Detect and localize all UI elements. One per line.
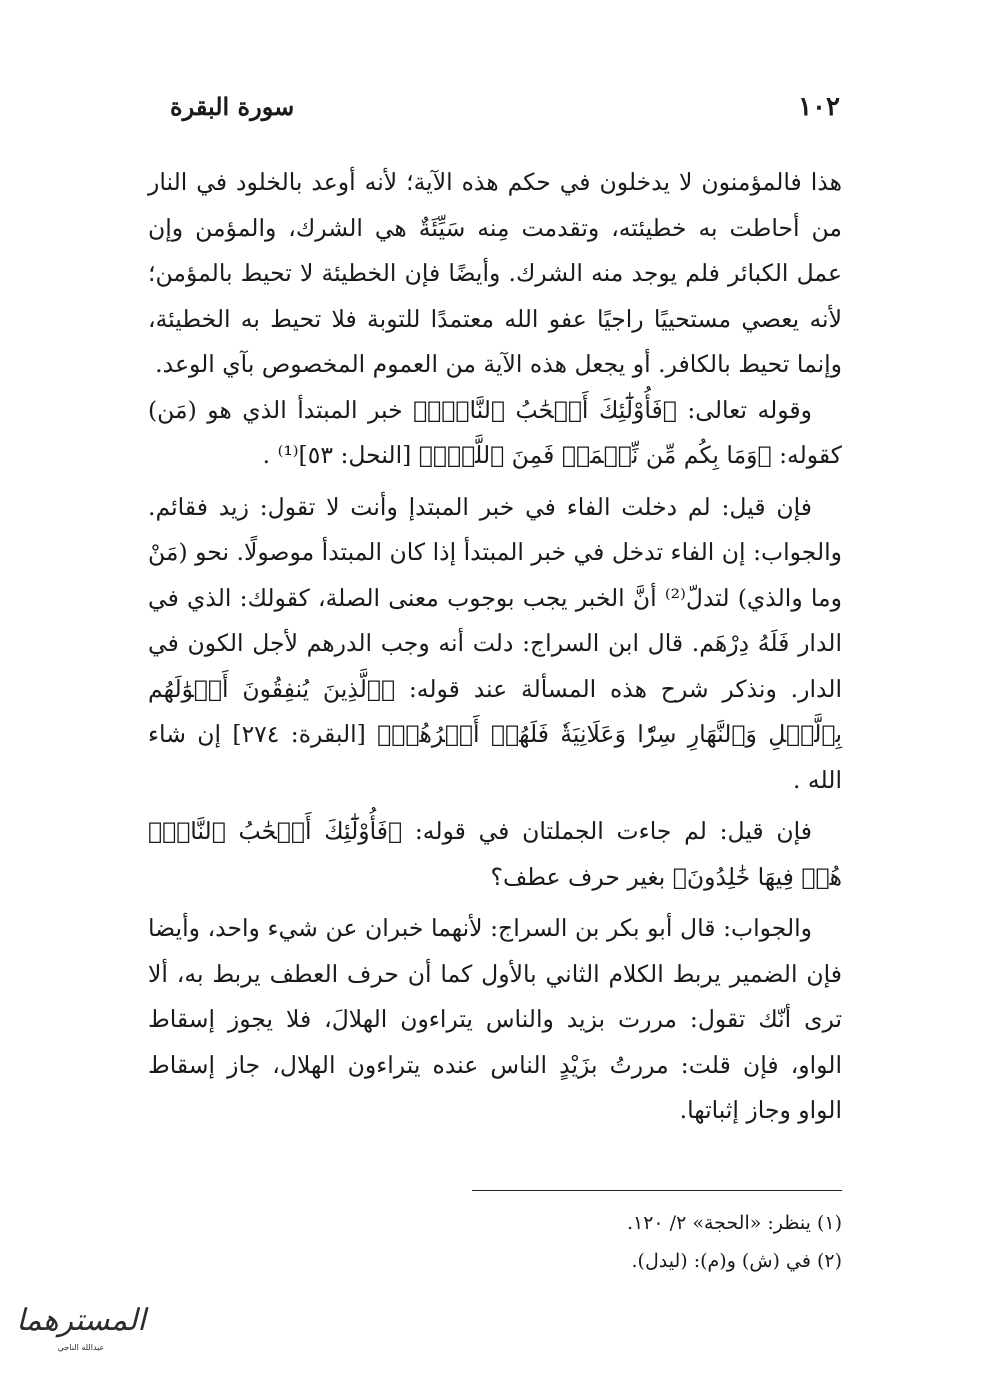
running-title: سورة البقرة bbox=[170, 92, 295, 121]
main-text bbox=[148, 160, 842, 1134]
paragraph: وقوله تعالى: ﴿فَأُوْلَٰٓئِكَ أَصۡحَٰبُ ٱلنَّارِۖ﴾ خبر المبتدأ الذي هو (مَن) كقوله: ﴿وَمَا بِكُم مِّن نِّعۡمَةٖ فَمِنَ ٱللَّهِۖ﴾ [النحل: ٥٣]⁽¹⁾ . bbox=[148, 395, 842, 469]
paragraph: هذا فالمؤمنون لا يدخلون في حكم هذه الآية؛ لأنه أوعد بالخلود في النار من أحاطت به خطيئته، وتقدمت مِنه سَيِّئَةٌ هي الشرك، والمؤمن وإن عمل الكبائر فلم يوجد منه الشرك. وأيضًا فإن الخطيئة لا تحيط بالمؤمن؛ لأنه يعصي مستحييًا راجيًا عفو الله معتمدًا للتوبة فلا تحيط به الخطيئة، وإنما تحيط بالكافر. أو يجعل هذه الآية من العموم المخصوص بآي الوعد. bbox=[148, 168, 842, 378]
stamp-logo-subtext: عبدالله الناجي bbox=[57, 1343, 105, 1352]
paragraph: والجواب: قال أبو بكر بن السراج: لأنهما خبران عن شيء واحد، وأيضا فإن الضمير يربط الكلام الثاني بالأول كما أن حرف العطف يربط به، ألا ترى أنّك تقول: مررت بزيد والناس يتراءون الهلالَ، فلا يجوز إسقاط الواو، فإن قلت: مررتُ بزَيْدٍ الناس عنده يتراءون الهلال، جاز إسقاط الواو وجاز إثباتها. bbox=[148, 914, 842, 1124]
paragraph: فإن قيل: لم جاءت الجملتان في قوله: ﴿فَأُوْلَٰٓئِكَ أَصۡحَٰبُ ٱلنَّارِۖ هُمۡ فِيهَا خَٰلِدُونَ﴾ بغير حرف عطف؟ bbox=[148, 817, 842, 891]
page-number: ١٠٢ bbox=[798, 92, 840, 122]
footnote: (١) ينظر: «الحجة» ٢/ ١٢٠. bbox=[626, 1212, 842, 1234]
footnotes bbox=[342, 1204, 842, 1280]
paragraph: فإن قيل: لم دخلت الفاء في خبر المبتدإ وأنت لا تقول: زيد فقائم. والجواب: إن الفاء تدخل في خبر المبتدأ إذا كان المبتدأ موصولًا. نحو (مَنْ وما والذي) لتدلّ⁽²⁾ أنَّ الخبر يجب بوجوب معنى الصلة، كقولك: الذي في الدار فَلَهُ دِرْهَم. قال ابن السراج: دلت أنه وجب الدرهم لأجل الكون في الدار. ونذكر شرح هذه المسألة عند قوله: ﴿ٱلَّذِينَ يُنفِقُونَ أَمۡوَٰلَهُم بِٱلَّيۡلِ وَٱلنَّهَارِ سِرّٗا وَعَلَانِيَةٗ فَلَهُمۡ أَجۡرُهُمۡ﴾ [البقرة: ٢٧٤] إن شاء الله . bbox=[148, 492, 843, 794]
page-header bbox=[150, 92, 840, 132]
stamp-logo bbox=[12, 1290, 150, 1360]
footnote: (٢) في (ش) و(م): (ليدل). bbox=[631, 1250, 842, 1272]
footnote-divider bbox=[472, 1190, 842, 1191]
stamp-logo-text: المسترهما bbox=[16, 1303, 146, 1338]
